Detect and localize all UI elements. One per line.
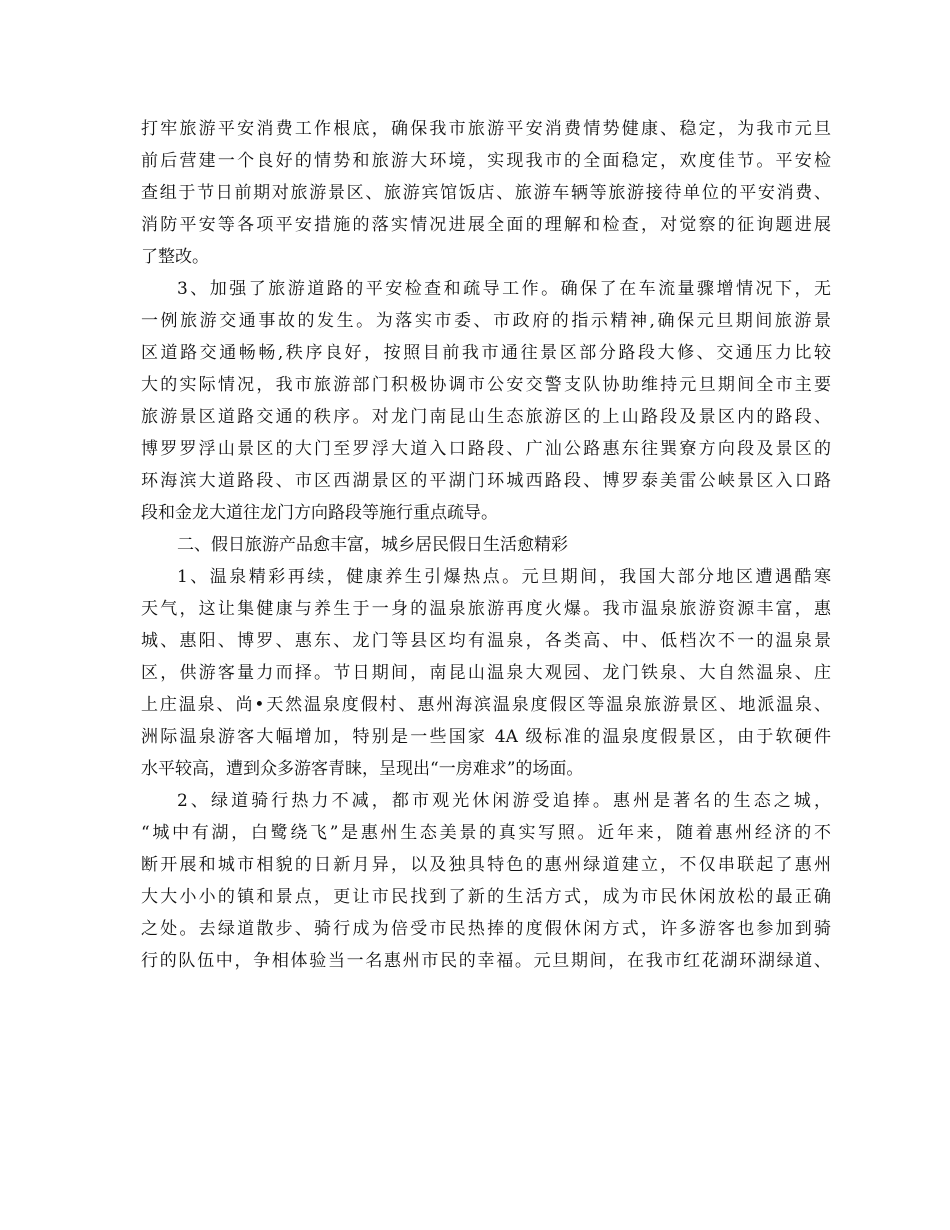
text-line: 行的队伍中，争相体验当一名惠州市民的幸福。元旦期间，在我市红花湖环湖绿道、 xyxy=(141,951,831,971)
text-line: 段和金龙大道往龙门方向路段等施行重点疏导。 xyxy=(141,503,498,523)
text-line: 旅游景区道路交通的秩序。对龙门南昆山生态旅游区的上山路段及景区内的路段、 xyxy=(141,407,831,427)
document-body xyxy=(141,113,831,977)
text-line: 3、加强了旅游道路的平安检查和疏导工作。确保了在车流量骤增情况下，无 xyxy=(177,279,831,299)
text-line: 上庄温泉、尚•天然温泉度假村、惠州海滨温泉度假区等温泉旅游景区、地派温泉、 xyxy=(141,695,831,715)
text-line: 区道路交通畅畅,秩序良好，按照目前我市通往景区部分路段大修、交通压力比较 xyxy=(141,343,831,363)
text-line: 之处。去绿道散步、骑行成为倍受市民热捧的度假休闲方式，许多游客也参加到骑 xyxy=(141,919,831,939)
text-line: 区，供游客量力而择。节日期间，南昆山温泉大观园、龙门铁泉、大自然温泉、庄 xyxy=(141,663,831,683)
text-line: 2、绿道骑行热力不减，都市观光休闲游受追捧。惠州是著名的生态之城， xyxy=(177,791,831,811)
text-line: 博罗罗浮山景区的大门至罗浮大道入口路段、广汕公路惠东往巽寮方向段及景区的 xyxy=(141,439,831,459)
text-line: 前后营建一个良好的情势和旅游大环境，实现我市的全面稳定，欢度佳节。平安检 xyxy=(141,151,831,171)
text-line: 1、温泉精彩再续，健康养生引爆热点。元旦期间，我国大部分地区遭遇酷寒 xyxy=(177,567,831,587)
text-line: “城中有湖，白鹭绕飞”是惠州生态美景的真实写照。近年来，随着惠州经济的不 xyxy=(141,823,831,843)
text-line: 洲际温泉游客大幅增加，特别是一些国家 4A 级标准的温泉度假景区，由于软硬件 xyxy=(141,727,831,747)
text-line: 水平较高，遭到众多游客青睐，呈现出“一房难求”的场面。 xyxy=(141,759,584,779)
text-line: 大大小小的镇和景点，更让市民找到了新的生活方式，成为市民休闲放松的最正确 xyxy=(141,887,831,907)
text-line: 了整改。 xyxy=(141,247,209,267)
text-line: 查组于节日前期对旅游景区、旅游宾馆饭店、旅游车辆等旅游接待单位的平安消费、 xyxy=(141,183,831,203)
text-line: 天气，这让集健康与养生于一身的温泉旅游再度火爆。我市温泉旅游资源丰富，惠 xyxy=(141,599,831,619)
text-line: 断开展和城市相貌的日新月异，以及独具特色的惠州绿道建立，不仅串联起了惠州 xyxy=(141,855,831,875)
text-line: 消防平安等各项平安措施的落实情况进展全面的理解和检查，对觉察的征询题进展 xyxy=(141,215,831,235)
text-line: 打牢旅游平安消费工作根底，确保我市旅游平安消费情势健康、稳定，为我市元旦 xyxy=(141,119,831,139)
text-line: 环海滨大道路段、市区西湖景区的平湖门环城西路段、博罗泰美雷公峡景区入口路 xyxy=(141,471,831,491)
text-line: 城、惠阳、博罗、惠东、龙门等县区均有温泉，各类高、中、低档次不一的温泉景 xyxy=(141,631,831,651)
section-heading: 二、假日旅游产品愈丰富，城乡居民假日生活愈精彩 xyxy=(177,535,568,555)
text-line: 大的实际情况，我市旅游部门积极协调市公安交警支队协助维持元旦期间全市主要 xyxy=(141,375,831,395)
text-line: 一例旅游交通事故的发生。为落实市委、市政府的指示精神,确保元旦期间旅游景 xyxy=(141,311,831,331)
